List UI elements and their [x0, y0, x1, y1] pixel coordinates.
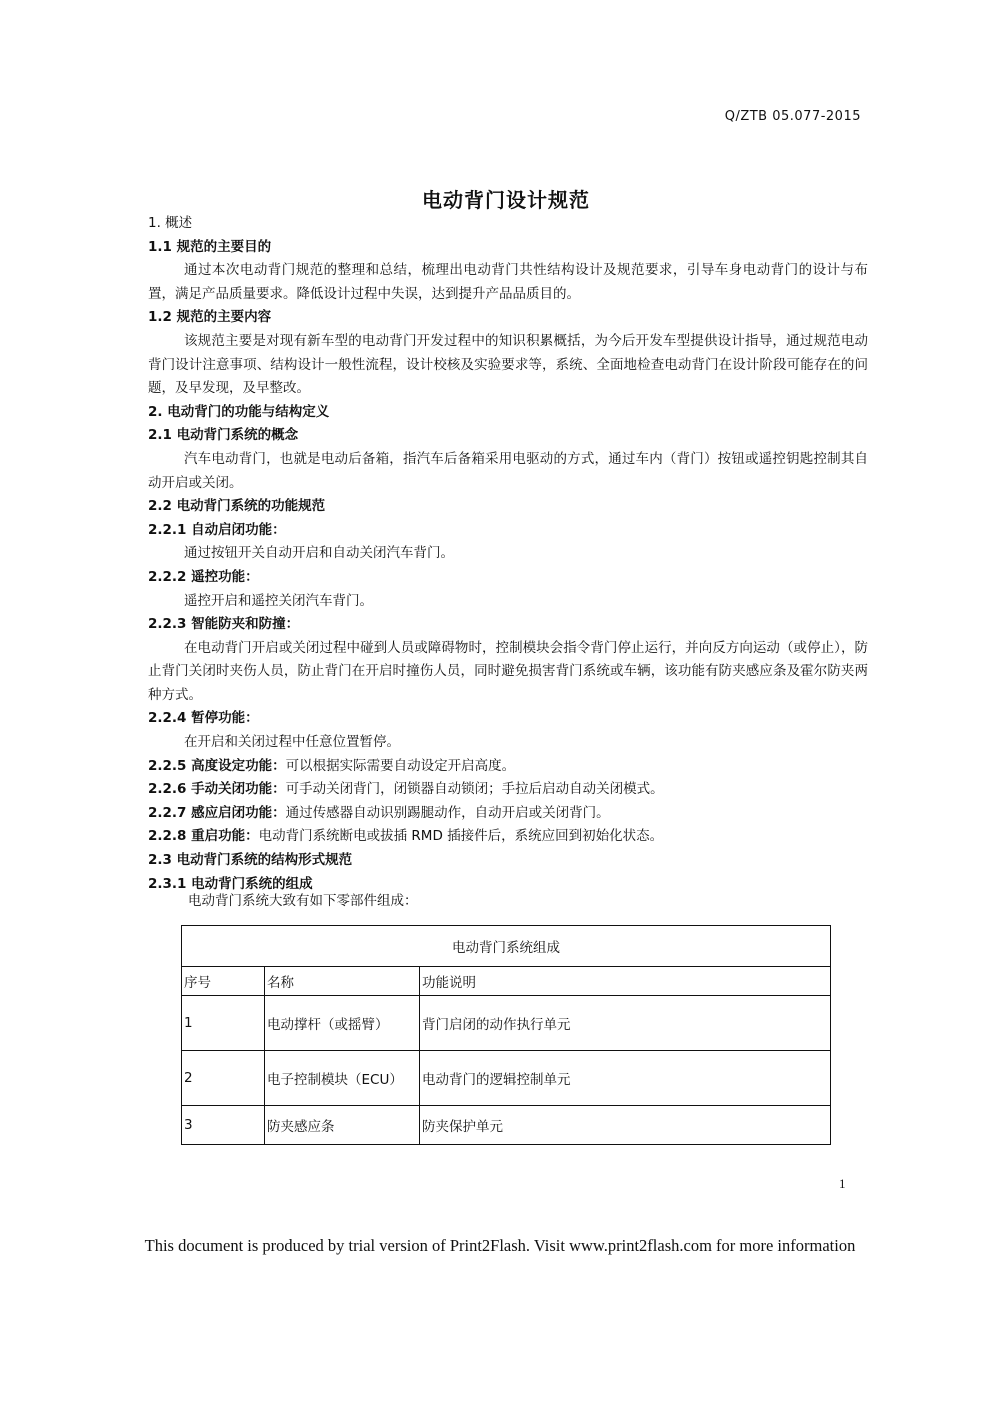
- document-code: Q/ZTB 05.077-2015: [724, 109, 861, 124]
- heading-1-1: 1.1 规范的主要目的: [148, 238, 272, 255]
- heading-2-2-5: 2.2.5 高度设定功能：: [148, 757, 286, 774]
- table-intro: 电动背门系统大致有如下零部件组成：: [188, 893, 418, 910]
- paragraph-1-1: 通过本次电动背门规范的整理和总结，梳理出电动背门共性结构设计及规范要求，引导车身电动背门的设计与布置，满足产品质量要求。降低设计过程中失误，达到提升产品品质目的。: [148, 262, 868, 302]
- table-caption: 电动背门系统组成: [182, 926, 831, 967]
- text-2-2-8: 电动背门系统断电或拔插 RMD 插接件后，系统应回到初始化状态。: [258, 828, 664, 845]
- cell-index: 1: [182, 996, 265, 1051]
- text-2-2-7: 通过传感器自动识别踢腿动作，自动开启或关闭背门。: [285, 804, 610, 821]
- heading-1-2: 1.2 规范的主要内容: [148, 309, 272, 326]
- table-row: [182, 1106, 831, 1145]
- cell-index: 3: [182, 1106, 265, 1145]
- item-2-2-6: [148, 778, 868, 802]
- header-name: 名称: [265, 967, 420, 996]
- cell-name: 防夹感应条: [265, 1106, 420, 1145]
- item-2-2-7: [148, 802, 868, 826]
- header-index: 序号: [182, 967, 265, 996]
- heading-1: 1. 概述: [148, 215, 193, 231]
- document-body: [148, 212, 868, 910]
- text-2-2-6: 可手动关闭背门，闭锁器自动锁闭；手拉后启动自动关闭模式。: [285, 781, 664, 798]
- heading-2-1: 2.1 电动背门系统的概念: [148, 427, 299, 444]
- cell-function: 电动背门的逻辑控制单元: [420, 1051, 831, 1106]
- heading-2: 2. 电动背门的功能与结构定义: [148, 403, 330, 420]
- heading-2-2-3: 2.2.3 智能防夹和防撞：: [148, 616, 300, 633]
- heading-2-3-1: 2.3.1 电动背门系统的组成: [148, 875, 313, 892]
- header-function: 功能说明: [420, 967, 831, 996]
- cell-index: 2: [182, 1051, 265, 1106]
- table-row: [182, 996, 831, 1051]
- paragraph-2-2-2: 遥控开启和遥控关闭汽车背门。: [184, 592, 373, 609]
- trial-watermark-note: This document is produced by trial version of Print2Flash. Visit www.print2flash.com for more information: [144, 1236, 856, 1255]
- heading-2-2-8: 2.2.8 重启功能：: [148, 828, 259, 845]
- table-header-row: [182, 967, 831, 996]
- cell-name: 电子控制模块（ECU）: [265, 1051, 420, 1106]
- components-table: [181, 925, 831, 1145]
- heading-2-2-6: 2.2.6 手动关闭功能：: [148, 781, 286, 798]
- paragraph-1-2: 该规范主要是对现有新车型的电动背门开发过程中的知识积累概括，为今后开发车型提供设计指导，通过规范电动背门设计注意事项、结构设计一般性流程，设计校核及实验要求等，系统、全面地检查电动背门在设计阶段可能存在的问题，及早发现，及早整改。: [148, 332, 868, 397]
- cell-name: 电动撑杆（或摇臂）: [265, 996, 420, 1051]
- heading-2-3: 2.3 电动背门系统的结构形式规范: [148, 852, 353, 869]
- heading-2-2-4: 2.2.4 暂停功能：: [148, 710, 259, 727]
- heading-2-2: 2.2 电动背门系统的功能规范: [148, 498, 326, 515]
- item-2-2-5: [148, 755, 868, 779]
- document-title: 电动背门设计规范: [422, 188, 590, 212]
- heading-2-2-2: 2.2.2 遥控功能：: [148, 568, 259, 585]
- heading-2-2-7: 2.2.7 感应启闭功能：: [148, 804, 286, 821]
- item-2-2-8: [148, 825, 868, 849]
- cell-function: 背门启闭的动作执行单元: [420, 996, 831, 1051]
- table-row: [182, 1051, 831, 1106]
- text-2-2-5: 可以根据实际需要自动设定开启高度。: [285, 757, 516, 774]
- paragraph-2-2-4: 在开启和关闭过程中任意位置暂停。: [184, 734, 400, 751]
- paragraph-2-2-3: 在电动背门开启或关闭过程中碰到人员或障碍物时，控制模块会指令背门停止运行，并向反方向运动（或停止），防止背门关闭时夹伤人员，防止背门在开启时撞伤人员，同时避免损害背门系统或车辆，该功能有防夹感应条及霍尔防夹两种方式。: [148, 639, 868, 703]
- cell-function: 防夹保护单元: [420, 1106, 831, 1145]
- heading-2-2-1: 2.2.1 自动启闭功能：: [148, 521, 286, 538]
- paragraph-2-1: 汽车电动背门，也就是电动后备箱，指汽车后备箱采用电驱动的方式，通过车内（背门）按钮或遥控钥匙控制其自动开启或关闭。: [148, 450, 868, 491]
- paragraph-2-2-1: 通过按钮开关自动开启和自动关闭汽车背门。: [184, 545, 454, 562]
- page-number: 1: [839, 1176, 846, 1191]
